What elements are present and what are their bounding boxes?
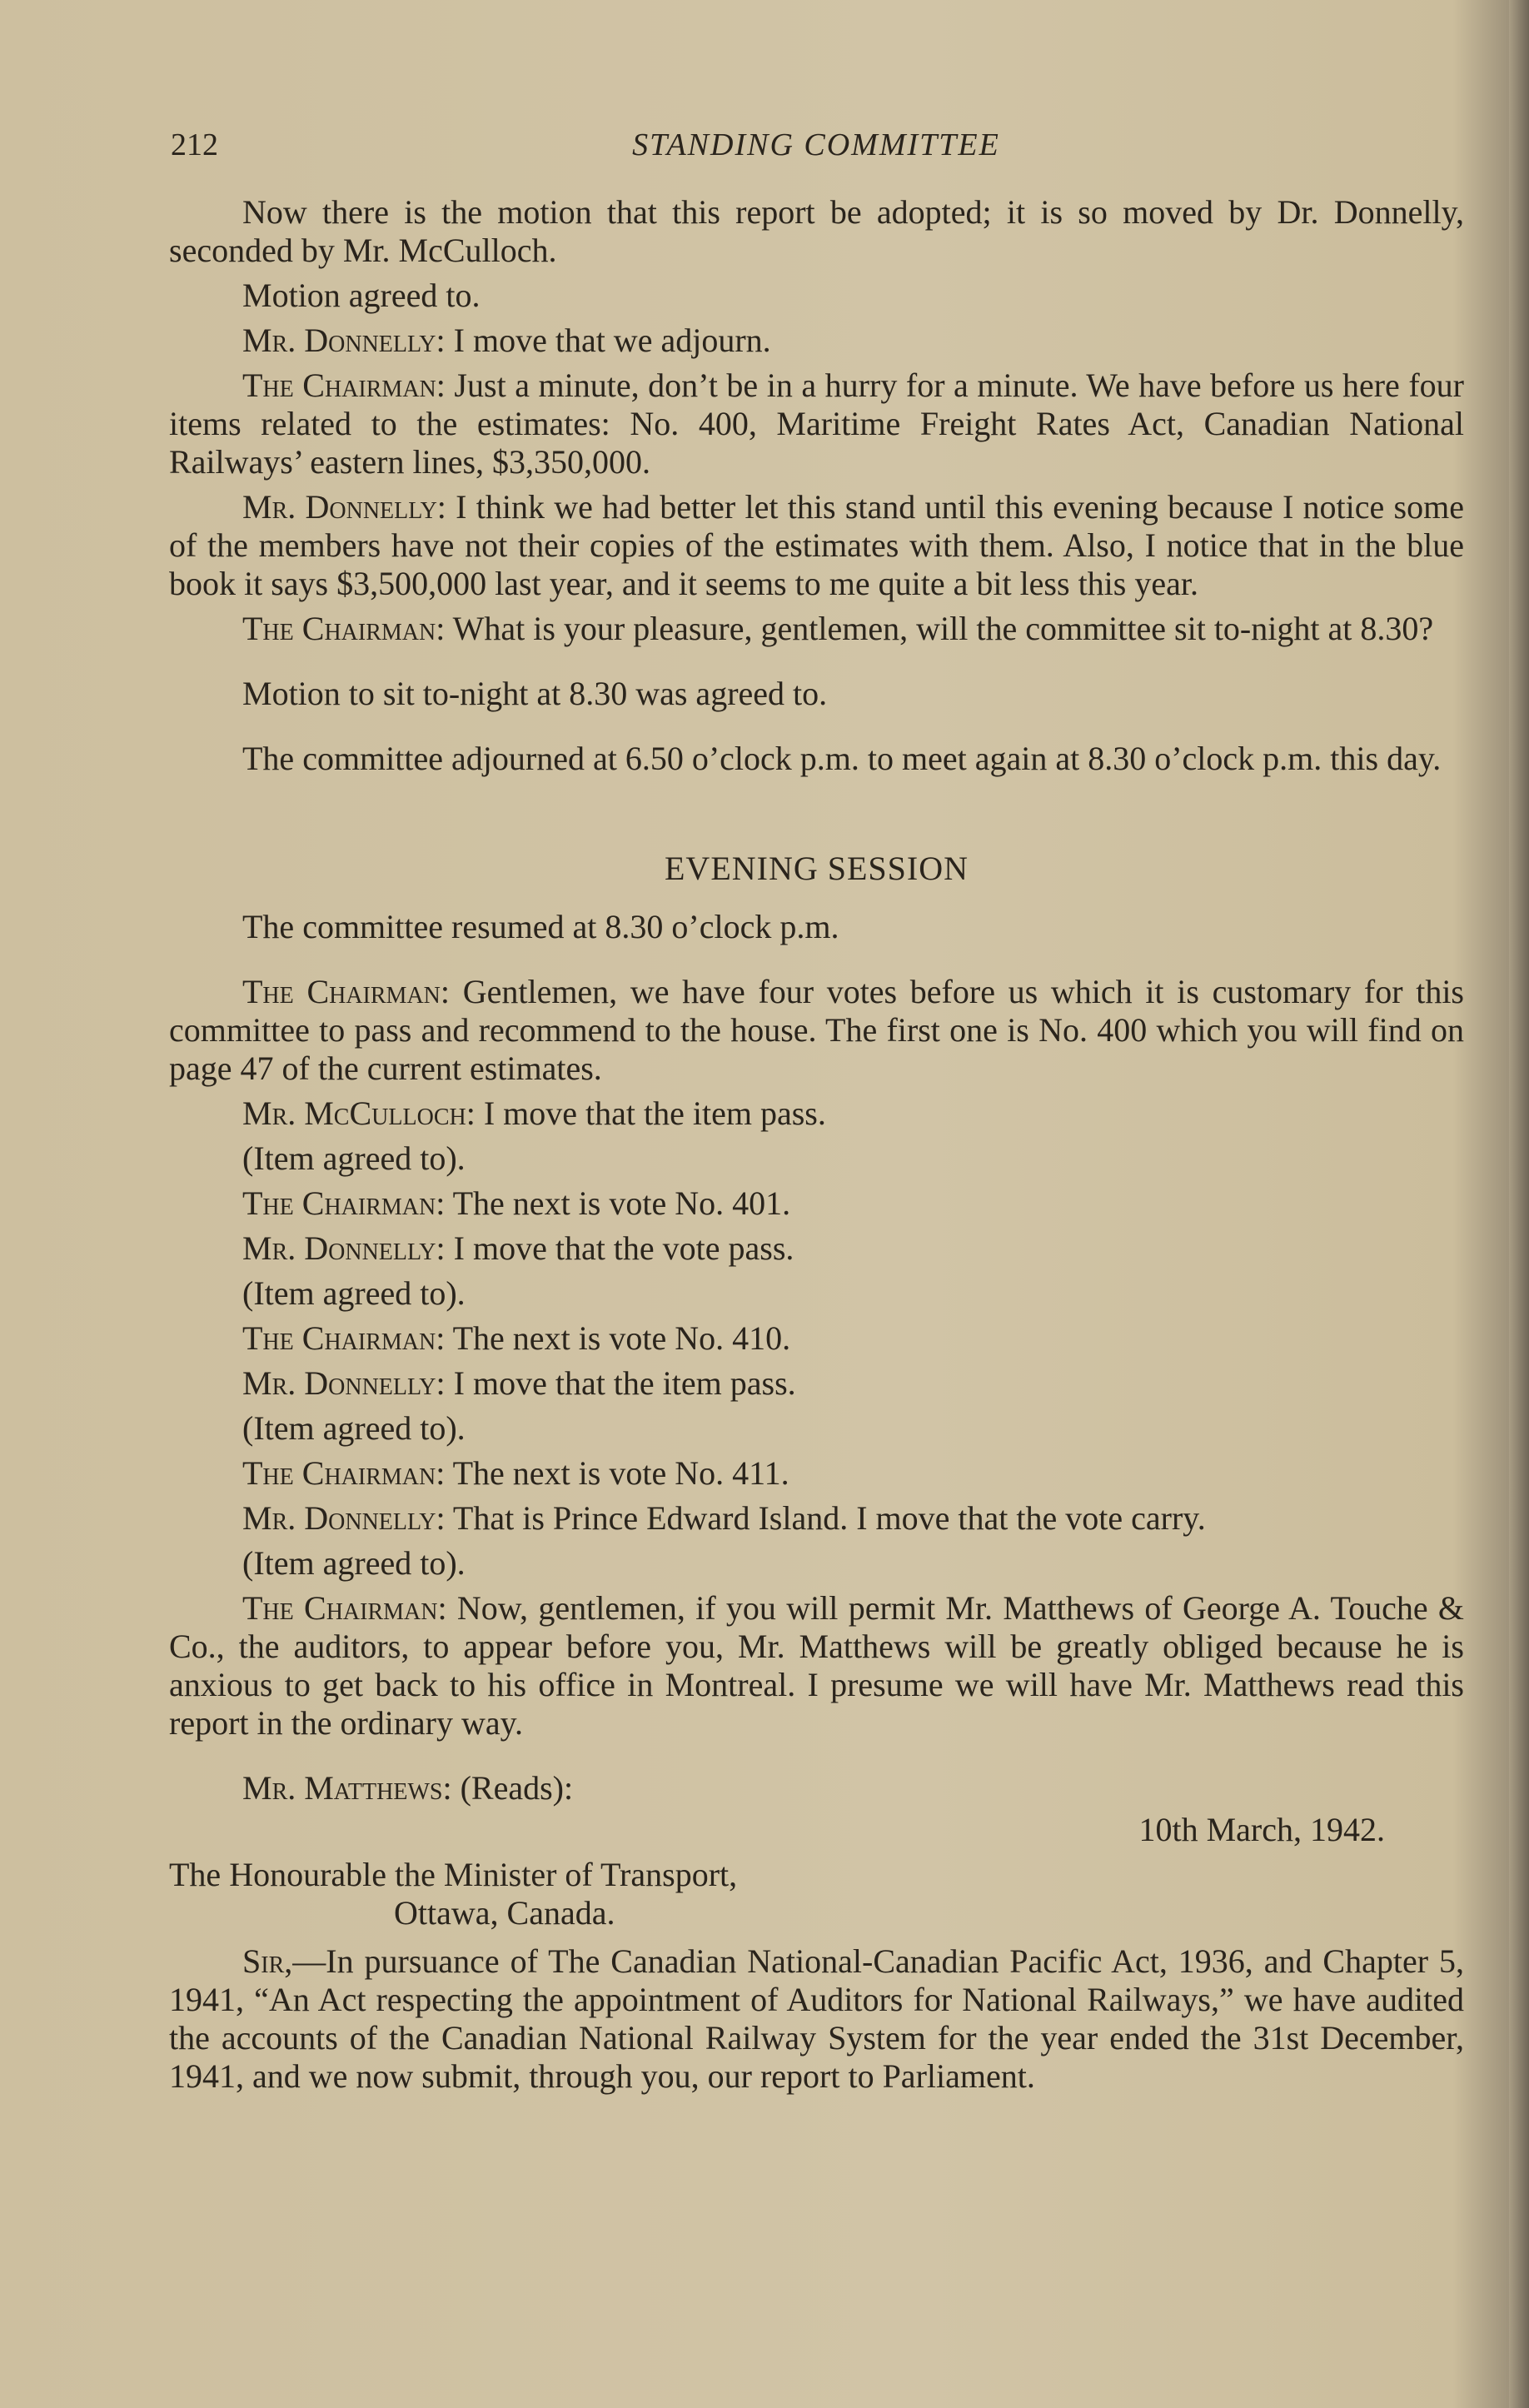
speaker: Mr. Donnelly: <box>242 1229 446 1267</box>
speaker: Mr. Donnelly: <box>242 1499 446 1537</box>
letter-body <box>169 1942 1464 2096</box>
speaker: Mr. Donnelly: <box>242 322 446 359</box>
speaker: Mr. Donnelly: <box>242 488 446 526</box>
running-title: STANDING COMMITTEE <box>632 127 1000 162</box>
speech <box>169 973 1464 1088</box>
paragraph: (Item agreed to). <box>242 1274 466 1312</box>
page-body <box>169 193 1464 2102</box>
letter-date: 10th March, 1942. <box>1138 1811 1385 1848</box>
letter-text: —In pursuance of The Canadian National-Canadian Pacific Act, 1936, and Chapter 5, 1941, “An Act respecting the appointment of Auditors for National Railways,” we have audited the accounts of the Canadian National Railway System for the year ended the 31st December, 1941, and we now submit, through you, our report to Parliament. <box>169 1942 1464 2095</box>
speech <box>169 610 1464 648</box>
speech <box>169 1229 1464 1268</box>
speaker: Mr. Donnelly: <box>242 1364 446 1402</box>
speaker: The Chairman: <box>242 1589 447 1627</box>
letter-address-city: Ottawa, Canada. <box>394 1894 615 1932</box>
paragraph: Now there is the motion that this report be adopted; it is so moved by Dr. Donnelly, seconded by Mr. McCulloch. <box>169 193 1464 269</box>
paragraph: Motion to sit to-night at 8.30 was agreed to. <box>242 675 828 712</box>
paragraph: (Item agreed to). <box>242 1409 466 1447</box>
speech <box>169 322 1464 360</box>
speech-text: The next is vote No. 401. <box>445 1184 791 1222</box>
speech-text: Just a minute, don’t be in a hurry for a minute. We have before us here four items related to the estimates: No. 400, Maritime Freight Rates Act, Canadian National Railways’ eastern lines, $3,350,000. <box>169 366 1465 481</box>
salutation: Sir, <box>242 1942 293 1980</box>
speaker: The Chairman: <box>242 1184 446 1222</box>
speaker: Mr. McCulloch: <box>242 1094 476 1132</box>
page-header <box>171 127 1462 168</box>
speaker: The Chairman: <box>242 366 446 404</box>
paragraph: The committee resumed at 8.30 o’clock p.m. <box>242 908 839 945</box>
speech <box>169 1454 1464 1493</box>
speech-text: I move that the item pass. <box>445 1364 796 1402</box>
paragraph: Motion agreed to. <box>242 277 481 314</box>
speech-text: Gentlemen, we have four votes before us which it is customary for this committee to pass and recommend to the house. The first one is No. 400 which you will find on page 47 of the current estimates. <box>169 973 1464 1087</box>
speech-text: I think we had better let this stand until this evening because I notice some of the members have not their copies of the estimates with them. Also, I notice that in the blue book it says $3,500,000 last year, and it seems to me quite a bit less this year. <box>169 488 1464 602</box>
speaker: Mr. Matthews: <box>242 1769 452 1807</box>
speech <box>169 488 1464 603</box>
speaker: The Chairman: <box>242 1454 446 1492</box>
speech <box>169 1319 1464 1358</box>
speech-text: I move that the vote pass. <box>445 1229 794 1267</box>
speaker: The Chairman: <box>242 610 446 647</box>
letter-addressee: The Honourable the Minister of Transport, <box>169 1856 738 1893</box>
speech-text: I move that we adjourn. <box>445 322 771 359</box>
speech-text: (Reads): <box>451 1769 574 1807</box>
paragraph: (Item agreed to). <box>242 1139 466 1177</box>
paragraph: (Item agreed to). <box>242 1544 466 1582</box>
section-heading: EVENING SESSION <box>665 850 969 887</box>
speech-text: The next is vote No. 411. <box>445 1454 789 1492</box>
speech <box>169 1184 1464 1223</box>
speech <box>169 1094 1464 1133</box>
page-edge <box>1509 0 1529 2408</box>
speech-text: That is Prince Edward Island. I move that the vote carry. <box>445 1499 1206 1537</box>
speech-text: What is your pleasure, gentlemen, will the committee sit to-night at 8.30? <box>445 610 1434 647</box>
speech <box>169 1364 1464 1403</box>
speech <box>169 1589 1464 1742</box>
paragraph: The committee adjourned at 6.50 o’clock p.m. to meet again at 8.30 o’clock p.m. this day. <box>242 740 1442 777</box>
speech <box>169 366 1464 481</box>
speech-text: The next is vote No. 410. <box>445 1319 791 1357</box>
speech-text: Now, gentlemen, if you will permit Mr. Matthews of George A. Touche & Co., the auditors, to appear before you, Mr. Matthews will be greatly obliged because he is anxious to get back to his office in Montreal. I presume we will have Mr. Matthews read this report in the ordinary way. <box>169 1589 1464 1742</box>
speech-text: I move that the item pass. <box>475 1094 826 1132</box>
speech <box>169 1499 1464 1538</box>
speaker: The Chairman: <box>242 973 451 1010</box>
page-number: 212 <box>171 127 218 162</box>
speaker: The Chairman: <box>242 1319 446 1357</box>
speech <box>169 1769 1464 1807</box>
